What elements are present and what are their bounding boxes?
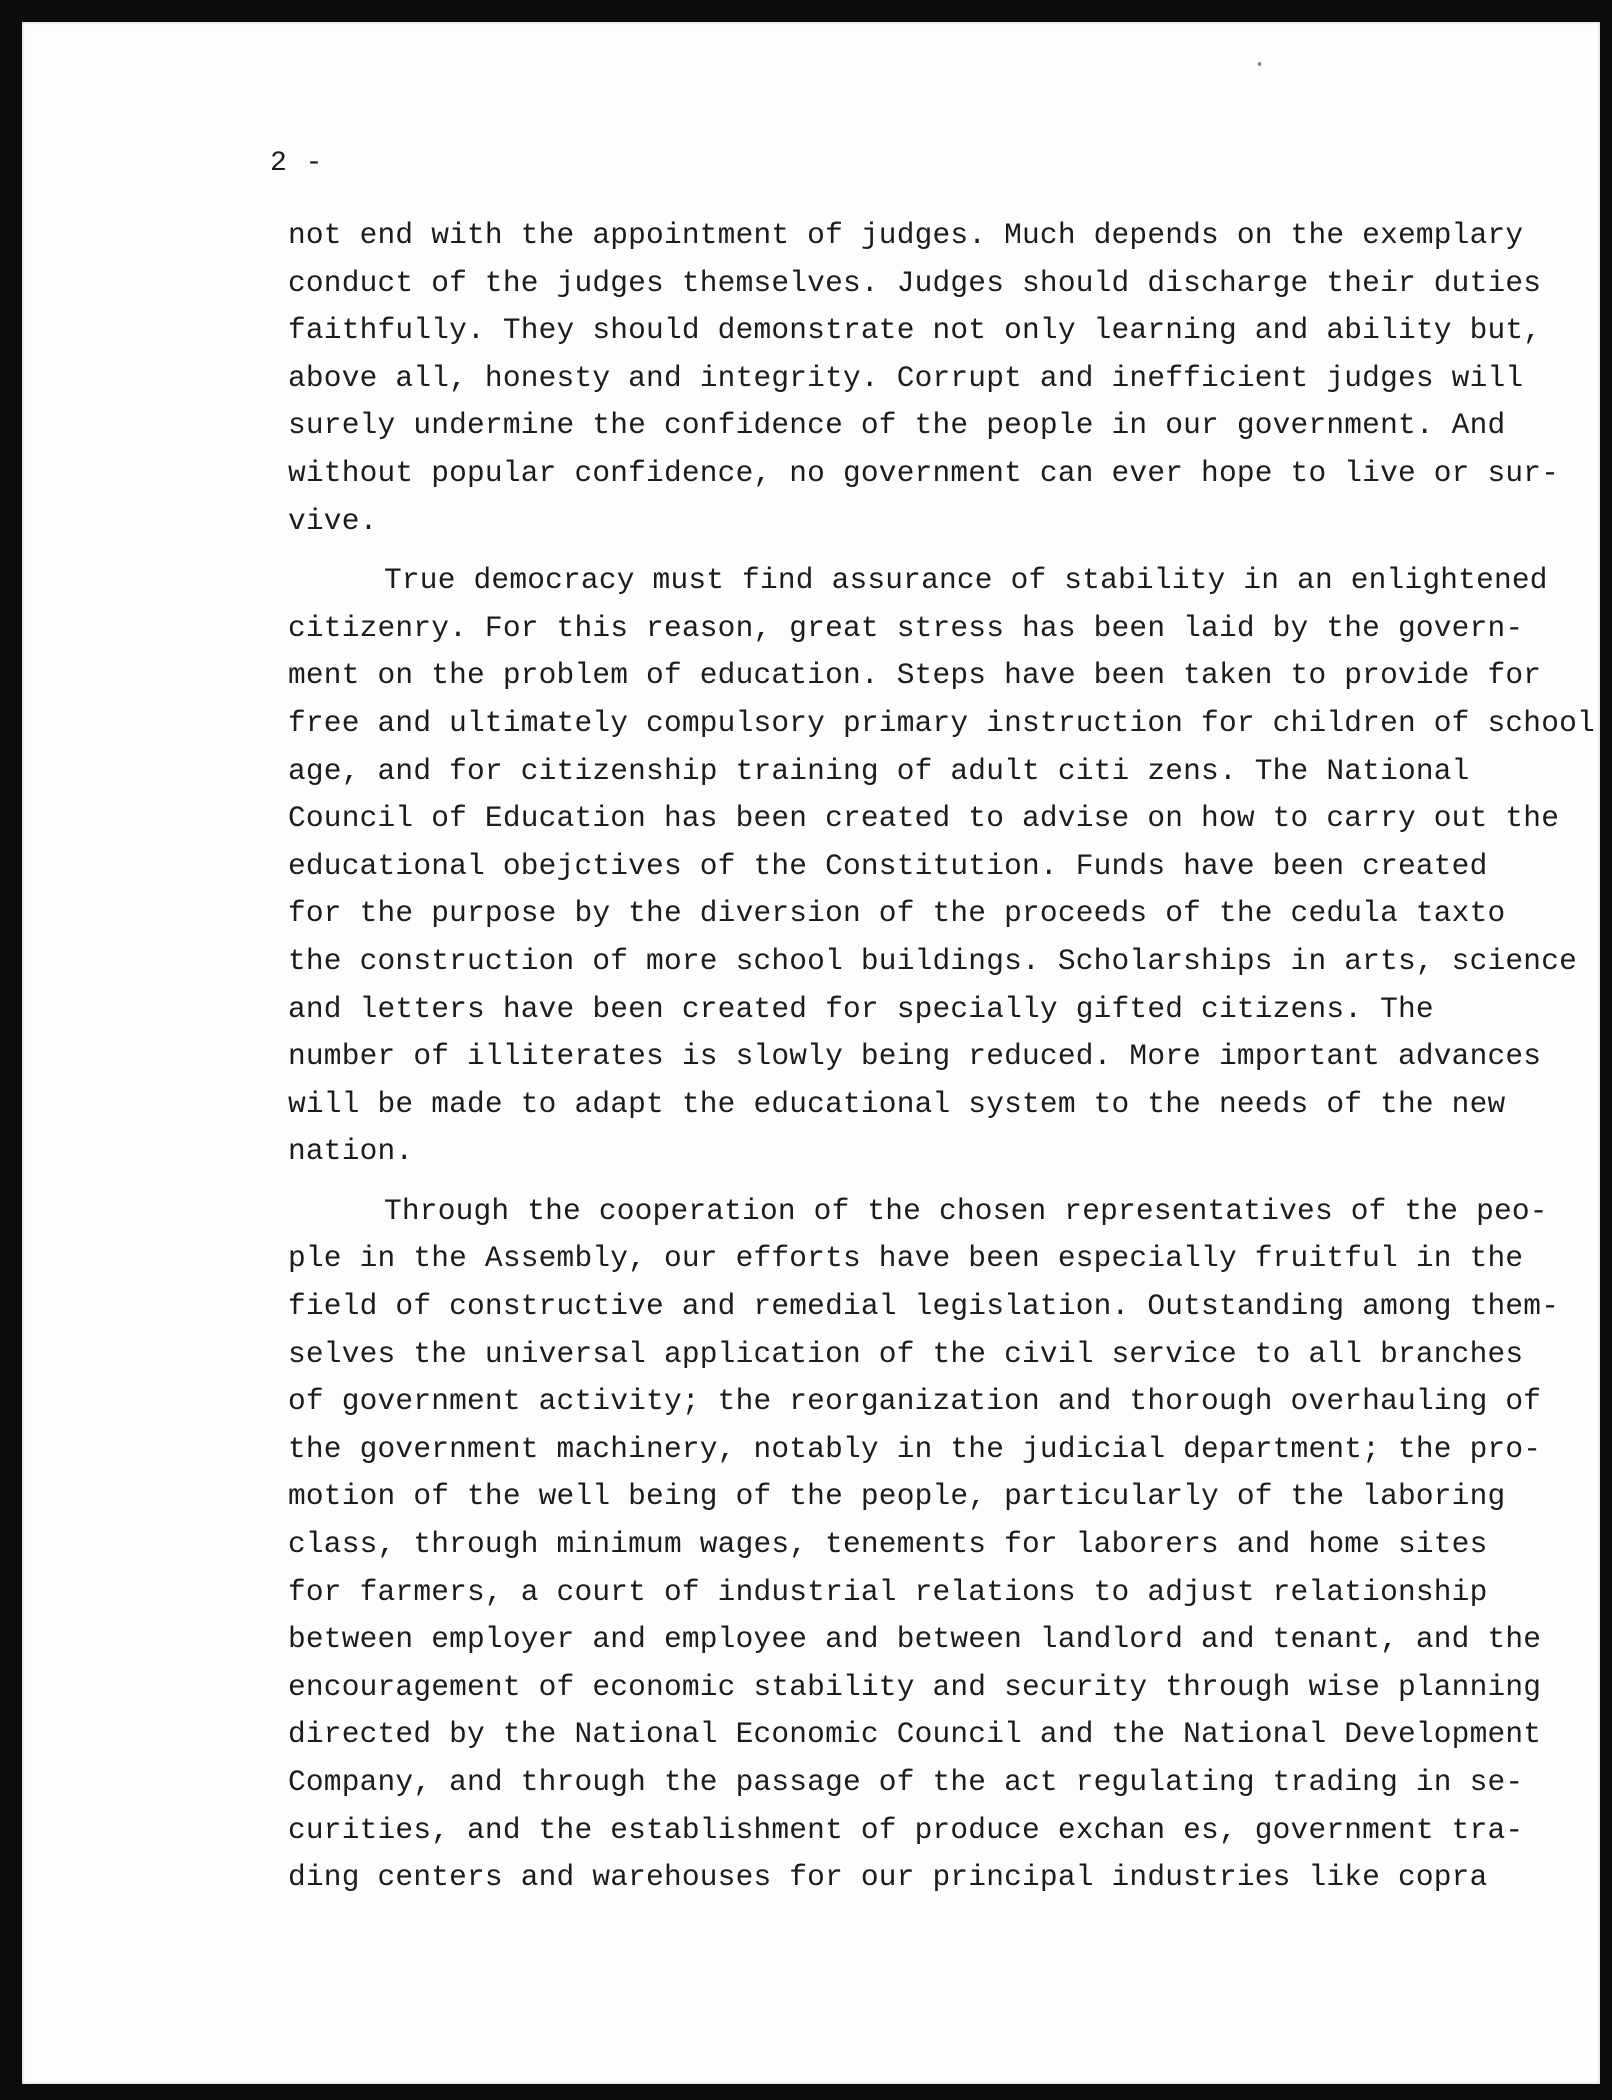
text-line: Through the cooperation of the chosen representatives of the peo- [384, 1193, 1548, 1228]
paragraph-education [288, 557, 1595, 1176]
text-line: ple in the Assembly, our efforts have been especially fruitful in the [288, 1241, 1524, 1276]
text-line: will be made to adapt the educational system to the needs of the new [288, 1086, 1506, 1121]
text-line: free and ultimately compulsory primary instruction for children of school [288, 705, 1595, 740]
document-body [288, 212, 1595, 1914]
text-line: selves the universal application of the civil service to all branches [288, 1336, 1524, 1371]
text-line: nation. [288, 1134, 414, 1169]
text-line: Council of Education has been created to advise on how to carry out the [288, 801, 1560, 836]
text-line: age, and for citizenship training of adult citi zens. The National [288, 753, 1470, 788]
text-line: citizenry. For this reason, great stress has been laid by the govern- [288, 610, 1524, 645]
text-line: motion of the well being of the people, particularly of the laboring [288, 1479, 1506, 1514]
text-line: vive. [288, 503, 378, 538]
text-line: for farmers, a court of industrial relations to adjust relationship [288, 1574, 1488, 1609]
paragraph-legislation [288, 1188, 1560, 1902]
page-number: 2 - [270, 148, 324, 179]
text-line: surely undermine the confidence of the people in our government. And [288, 408, 1506, 443]
text-line: True democracy must find assurance of stability in an enlightened [384, 563, 1548, 598]
text-line: encouragement of economic stability and security through wise planning [288, 1669, 1542, 1704]
text-line: not end with the appointment of judges. Much depends on the exemplary [288, 218, 1524, 252]
text-line: above all, honesty and integrity. Corrupt and inefficient judges will [288, 360, 1524, 395]
text-line: between employer and employee and between landlord and tenant, and the [288, 1622, 1542, 1657]
text-line: of government activity; the reorganization and thorough overhauling of [288, 1384, 1542, 1419]
text-line: the government machinery, notably in the judicial department; the pro- [288, 1431, 1542, 1466]
text-line: curities, and the establishment of produce exchan es, government tra- [288, 1812, 1524, 1847]
text-line: and letters have been created for specially gifted citizens. The [288, 991, 1434, 1026]
text-line: for the purpose by the diversion of the proceeds of the cedula taxto [288, 896, 1506, 931]
text-line: without popular confidence, no government can ever hope to live or sur- [288, 455, 1560, 490]
text-line: directed by the National Economic Council and the National Development [288, 1717, 1542, 1752]
text-line: Company, and through the passage of the act regulating trading in se- [288, 1765, 1524, 1799]
text-line: faithfully. They should demonstrate not only learning and ability but, [288, 313, 1542, 348]
text-line: ment on the problem of education. Steps have been taken to provide for [288, 658, 1542, 693]
dust-speck [1258, 62, 1261, 66]
text-line: class, through minimum wages, tenements for laborers and home sites [288, 1527, 1488, 1562]
text-line: field of constructive and remedial legislation. Outstanding among them- [288, 1289, 1560, 1324]
paragraph-judges [288, 212, 1560, 545]
text-line: number of illiterates is slowly being reduced. More important advances [288, 1039, 1542, 1074]
text-line: educational obejctives of the Constitution. Funds have been created [288, 848, 1488, 883]
text-line: the construction of more school buildings. Scholarships in arts, science [288, 943, 1578, 978]
text-line: ding centers and warehouses for our principal industries like copra [288, 1860, 1488, 1895]
text-line: conduct of the judges themselves. Judges should discharge their duties [288, 265, 1542, 300]
